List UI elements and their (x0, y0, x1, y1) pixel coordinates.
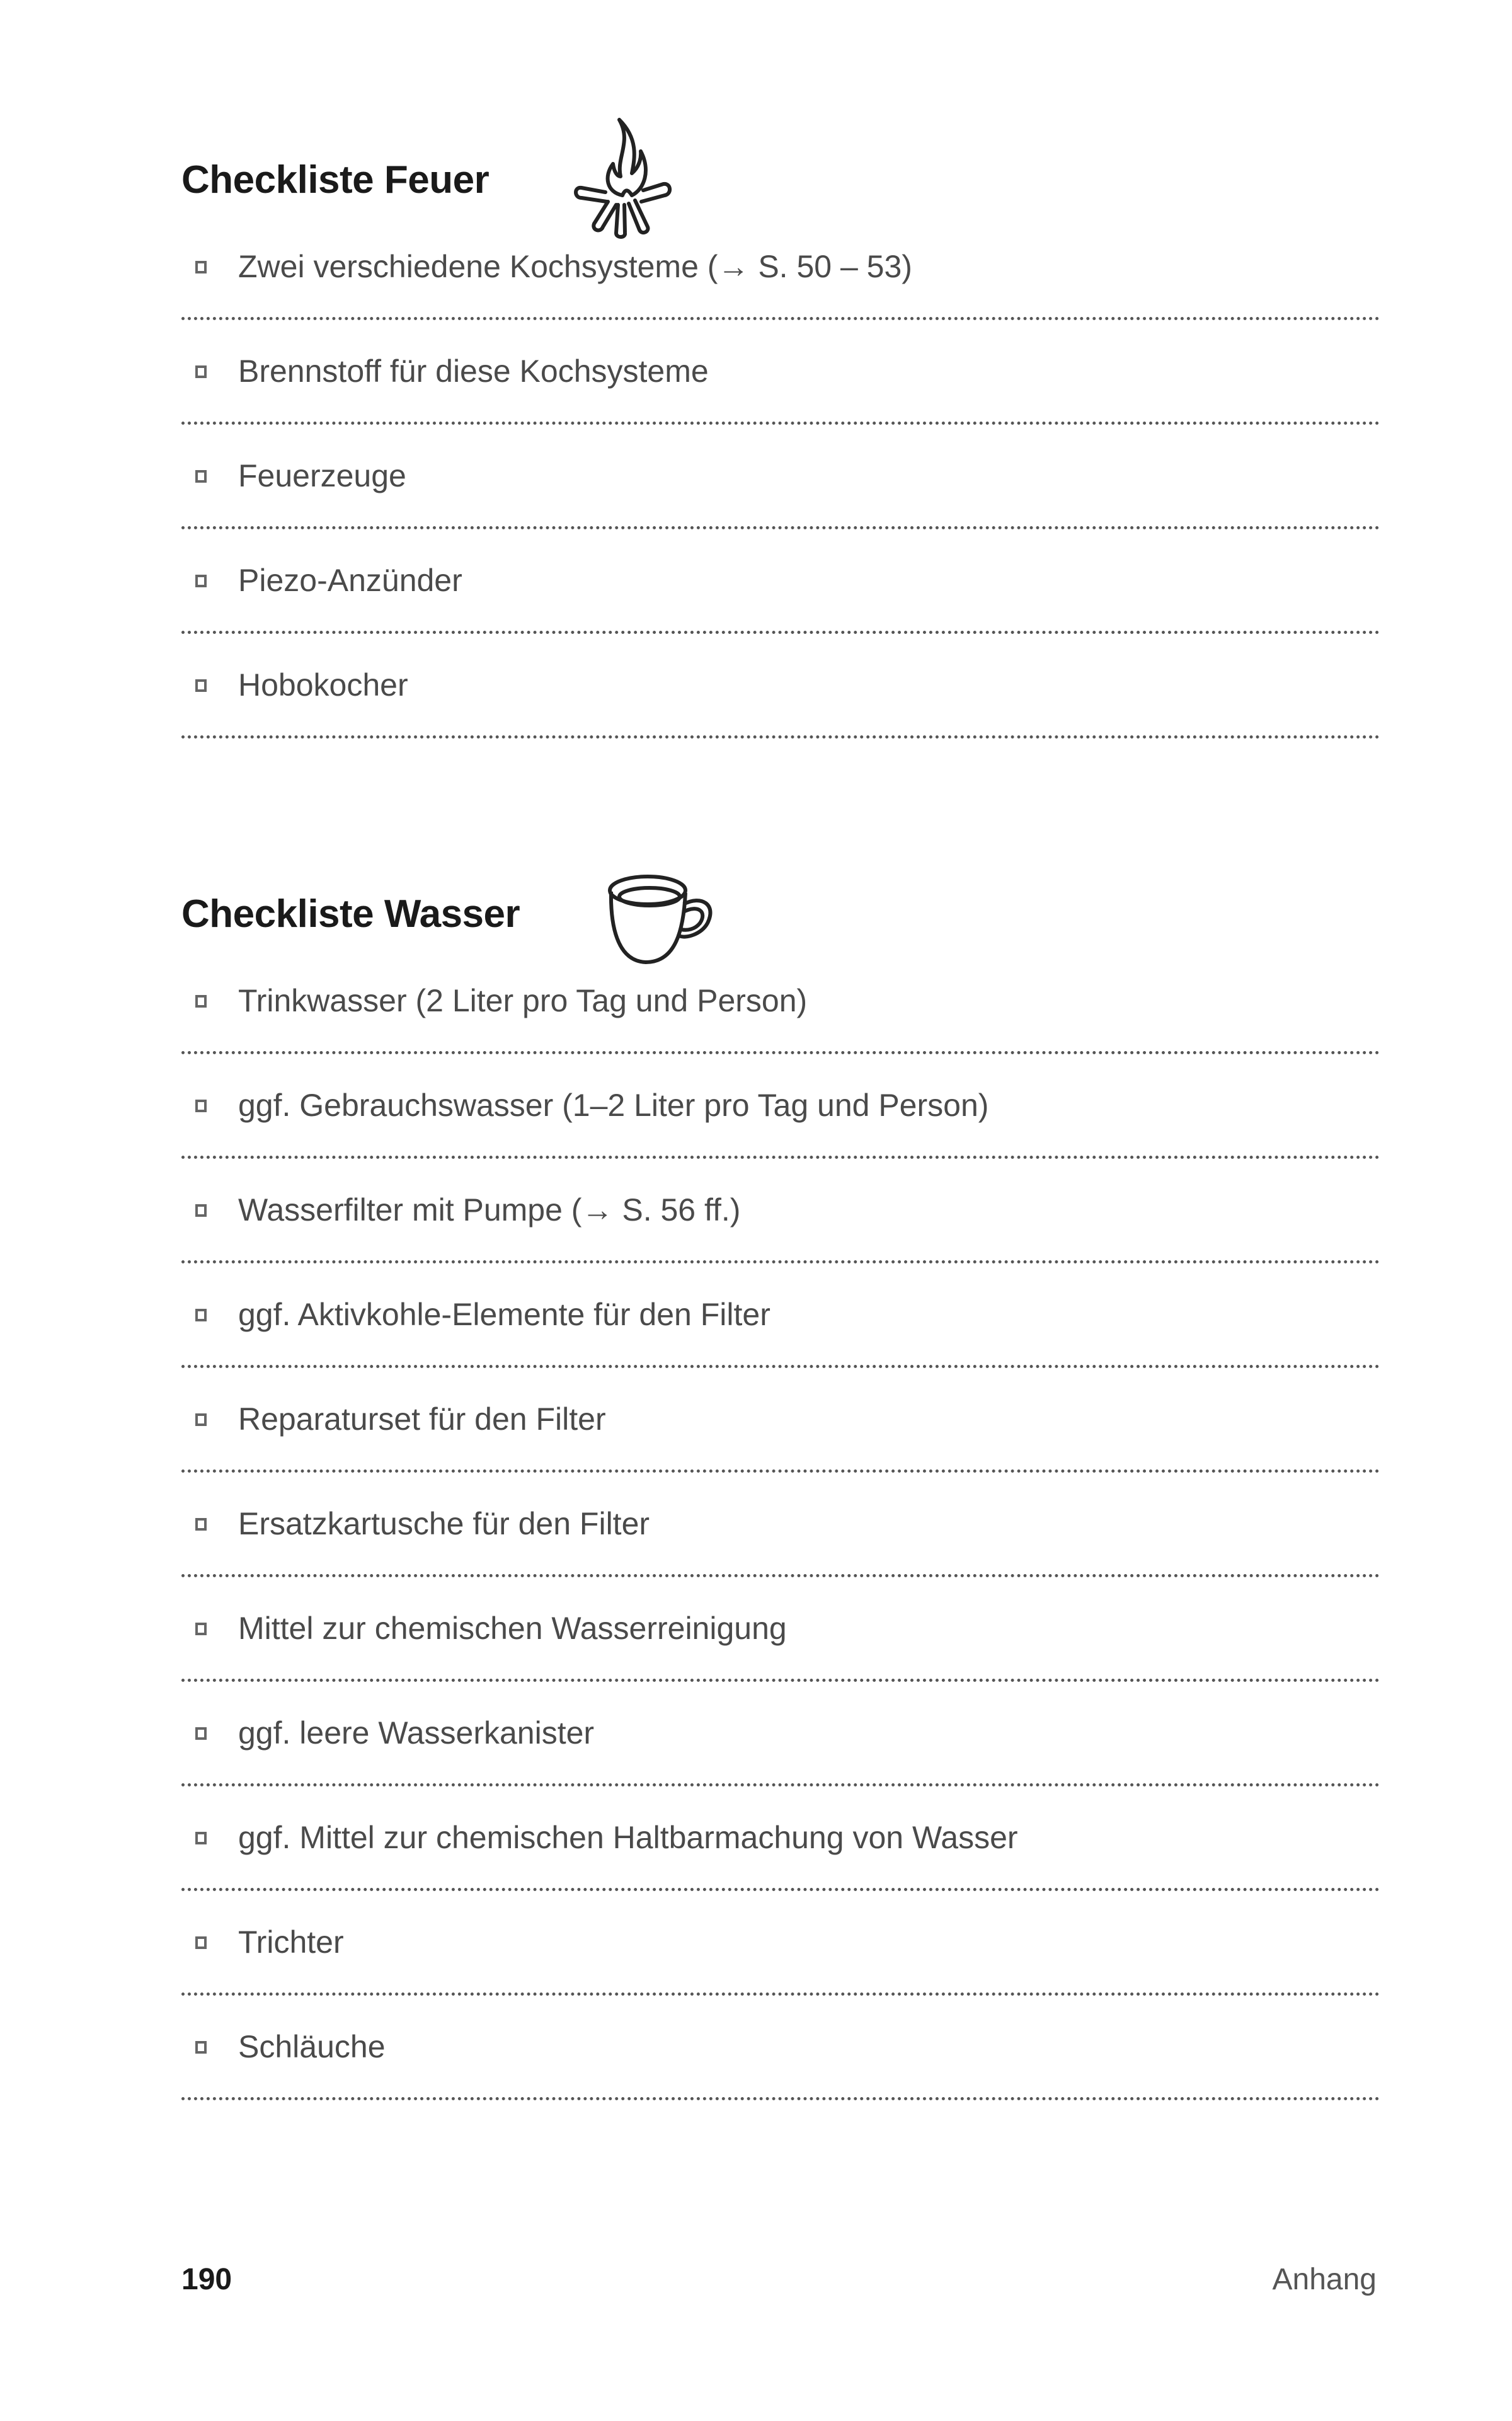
item-label: ggf. Aktivkohle-Elemente für den Filter (238, 1297, 770, 1332)
item-label: Zwei verschiedene Kochsysteme (→ S. 50 – 53) (238, 249, 912, 284)
checkbox[interactable] (195, 1727, 207, 1740)
checklist-item[interactable] (181, 529, 1380, 634)
checklist-item[interactable] (181, 1263, 1380, 1368)
checklist (181, 216, 1380, 739)
page-number: 190 (181, 2263, 232, 2296)
checkbox[interactable] (195, 1413, 207, 1426)
checklist-item[interactable] (181, 1054, 1380, 1159)
item-label: Piezo-Anzünder (238, 563, 462, 598)
item-label: Brennstoff für diese Kochsysteme (238, 354, 709, 389)
item-label: ggf. Mittel zur chemischen Haltbarmachung von Wasser (238, 1820, 1018, 1855)
checklist-item[interactable] (181, 320, 1380, 425)
checkbox[interactable] (195, 261, 207, 273)
checklist-item[interactable] (181, 1891, 1380, 1996)
checkbox[interactable] (195, 1936, 207, 1949)
item-label: Hobokocher (238, 667, 408, 703)
item-label: Trichter (238, 1924, 344, 1960)
checkbox[interactable] (195, 1518, 207, 1531)
item-label: Schläuche (238, 2029, 386, 2064)
checklist (181, 950, 1380, 2100)
item-label: Ersatzkartusche für den Filter (238, 1506, 650, 1541)
checklist-item[interactable] (181, 1682, 1380, 1786)
checkbox[interactable] (195, 1623, 207, 1635)
checklist-wasser (181, 848, 1380, 2100)
checklist-item[interactable] (181, 425, 1380, 529)
checklist-item[interactable] (181, 216, 1380, 320)
checklist-item[interactable] (181, 1368, 1380, 1473)
checkbox[interactable] (195, 1100, 207, 1112)
checklist-item[interactable] (181, 950, 1380, 1054)
checkbox[interactable] (195, 470, 207, 483)
item-label: Wasserfilter mit Pumpe (→ S. 56 ff.) (238, 1192, 741, 1228)
checklist-item[interactable] (181, 1473, 1380, 1577)
section-title: Checkliste Wasser (181, 892, 520, 936)
checkbox[interactable] (195, 679, 207, 692)
item-label: Trinkwasser (2 Liter pro Tag und Person) (238, 983, 808, 1018)
checkbox[interactable] (195, 2041, 207, 2054)
checkbox[interactable] (195, 1204, 207, 1217)
checkbox[interactable] (195, 575, 207, 587)
checklist-item[interactable] (181, 634, 1380, 739)
item-label: ggf. Gebrauchswasser (1–2 Liter pro Tag und Person) (238, 1088, 989, 1123)
checklist-item[interactable] (181, 1577, 1380, 1682)
checkbox[interactable] (195, 1309, 207, 1321)
checklist-item[interactable] (181, 1996, 1380, 2100)
running-footer-section: Anhang (1272, 2263, 1377, 2296)
item-label: Feuerzeuge (238, 458, 406, 493)
checklist-item[interactable] (181, 1786, 1380, 1891)
item-label: Mittel zur chemischen Wasserreinigung (238, 1611, 787, 1646)
checklist-feuer (181, 113, 1380, 739)
checkbox[interactable] (195, 1832, 207, 1844)
checkbox[interactable] (195, 365, 207, 378)
checkbox[interactable] (195, 995, 207, 1008)
item-label: ggf. leere Wasserkanister (238, 1715, 595, 1751)
checklist-item[interactable] (181, 1159, 1380, 1263)
item-label: Reparaturset für den Filter (238, 1401, 606, 1437)
section-title: Checkliste Feuer (181, 158, 490, 202)
